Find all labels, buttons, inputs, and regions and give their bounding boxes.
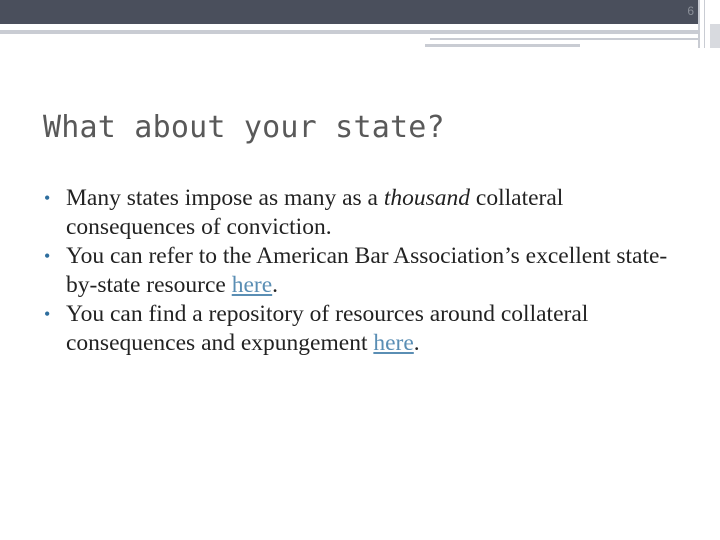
slide-title: What about your state? [43,110,445,145]
header-accent-line [425,44,580,47]
bullet-item [44,242,684,300]
header-vertical-rule [704,0,705,48]
header-corner-block [710,24,720,48]
bullet-icon: • [44,188,51,208]
bullet-text: You can refer to the American Bar Association’s excellent state-by-state resource [66,243,668,298]
bullet-text: . [272,272,279,298]
header-vertical-rule [698,0,700,48]
bullet-list [44,184,684,358]
bullet-item [44,300,684,358]
bullet-icon: • [44,304,51,324]
bullet-text: collateral consequences of conviction. [66,185,564,240]
aba-resource-link[interactable]: here [231,272,273,298]
header-accent-line [430,38,700,40]
expungement-resource-link[interactable]: here [373,330,414,356]
bullet-emphasis: thousand [383,185,471,211]
slide-number: 6 [687,4,694,18]
bullet-text: You can find a repository of resources around collateral consequences and expungement [66,301,589,356]
header-band [0,0,700,24]
bullet-item [44,184,684,242]
bullet-text: Many states impose as many as a [66,185,384,211]
bullet-icon: • [44,246,51,266]
bullet-text: . [413,330,420,356]
header-accent-line [0,30,700,34]
